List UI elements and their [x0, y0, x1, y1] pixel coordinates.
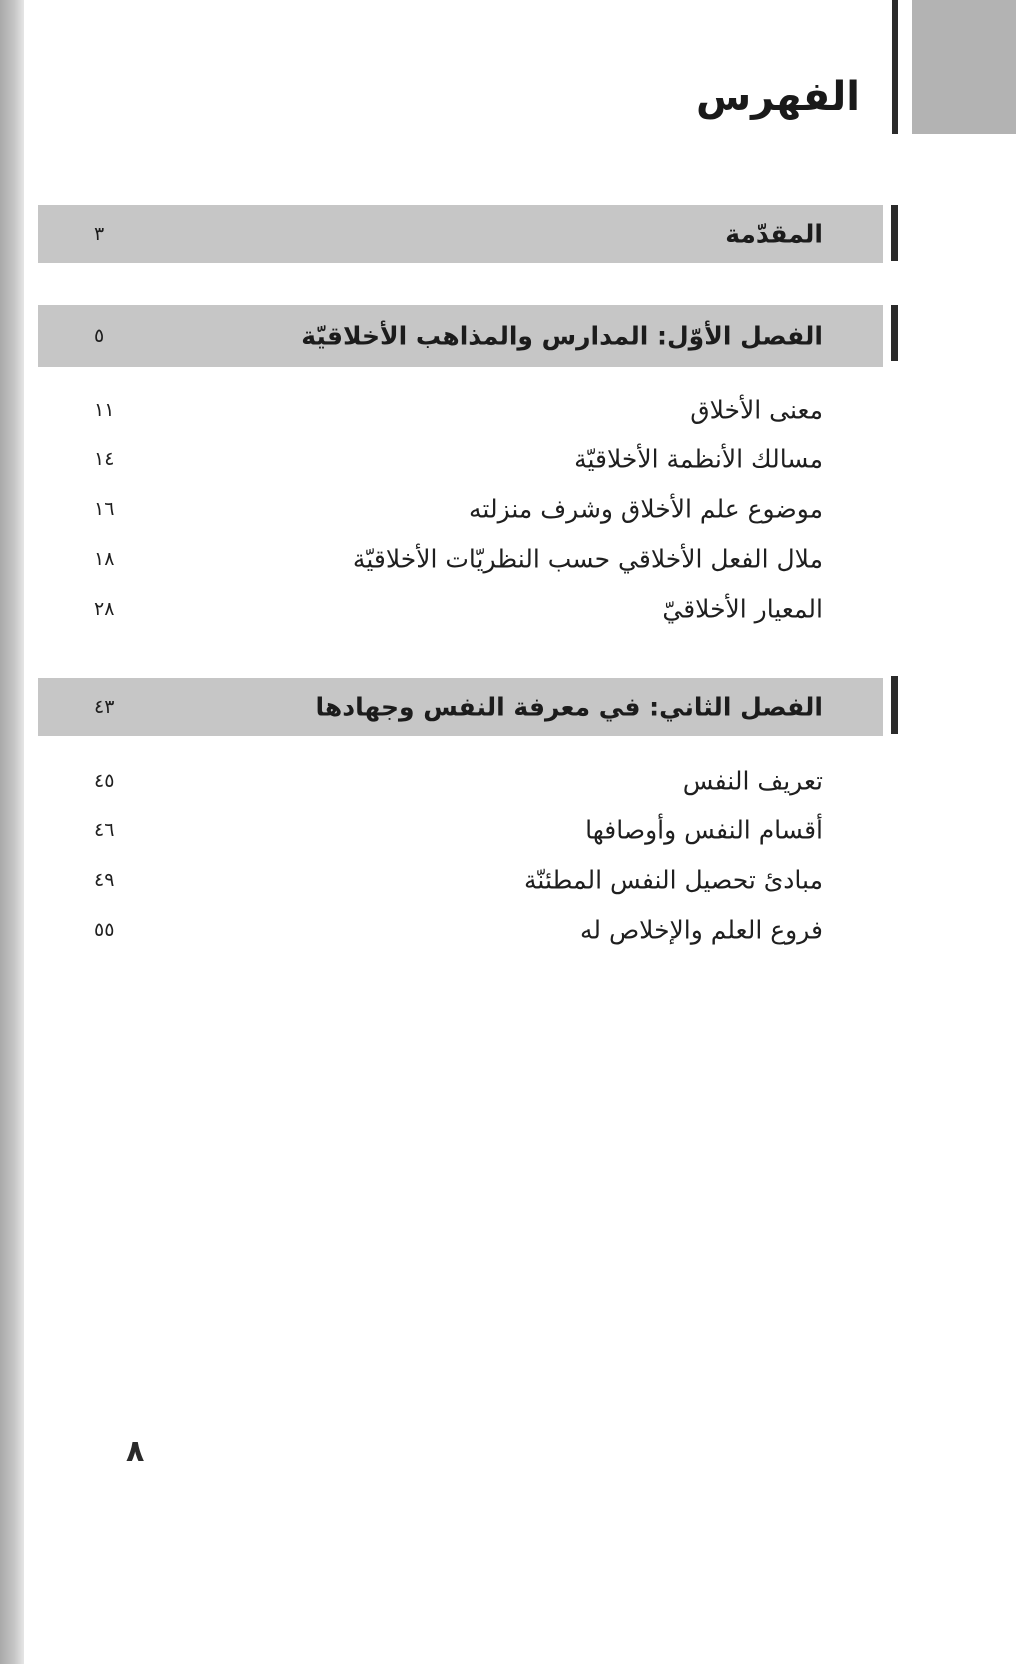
toc-entry-page: ٥٥	[94, 919, 115, 941]
section-title: الفصل الثاني: في معرفة النفس وجهادها	[315, 692, 823, 722]
toc-entry-title: ملال الفعل الأخلاقي حسب النظريّات الأخلاقيّة	[352, 544, 823, 574]
toc-entry-page: ٤٩	[94, 869, 115, 891]
toc-entry-page: ١٦	[94, 498, 115, 520]
section-marker	[891, 676, 898, 734]
toc-entry-page: ١١	[94, 399, 115, 421]
section-marker	[891, 305, 898, 361]
toc-entry[interactable]	[38, 585, 883, 633]
section-header-chapter-1[interactable]	[38, 305, 883, 367]
section-marker	[891, 205, 898, 261]
toc-entry-page: ٤٥	[94, 770, 115, 792]
toc-entry-title: أقسام النفس وأوصافها	[585, 815, 823, 845]
toc-entry[interactable]	[38, 906, 883, 954]
toc-entry[interactable]	[38, 435, 883, 483]
toc-entry-title: مسالك الأنظمة الأخلاقيّة	[574, 444, 823, 474]
toc-entry-title: تعريف النفس	[682, 766, 823, 796]
section-page-number: ٣	[94, 223, 105, 245]
section-page-number: ٥	[94, 325, 105, 347]
toc-entry-title: موضوع علم الأخلاق وشرف منزلته	[469, 494, 823, 524]
section-title: المقدّمة	[725, 219, 823, 249]
left-page-edge	[0, 0, 24, 1664]
section-page-number: ٤٣	[94, 696, 115, 718]
toc-entry-page: ١٨	[94, 548, 115, 570]
toc-entry-page: ١٤	[94, 448, 115, 470]
toc-entry[interactable]	[38, 856, 883, 904]
section-header-introduction[interactable]	[38, 205, 883, 263]
page-folio-number: ٨	[126, 1434, 145, 1469]
toc-entry-title: معنى الأخلاق	[690, 395, 823, 425]
toc-entry-title: المعيار الأخلاقيّ	[662, 594, 823, 624]
toc-entry-page: ٢٨	[94, 598, 115, 620]
toc-entry[interactable]	[38, 535, 883, 583]
toc-entry[interactable]	[38, 386, 883, 434]
title-vertical-rule	[892, 0, 898, 134]
toc-entry-page: ٤٦	[94, 819, 115, 841]
toc-entry[interactable]	[38, 485, 883, 533]
chapter-tab	[912, 0, 1016, 134]
section-title: الفصل الأوّل: المدارس والمذاهب الأخلاقيّة	[301, 321, 823, 351]
toc-entry-title: مبادئ تحصيل النفس المطئنّة	[524, 865, 823, 895]
toc-entry[interactable]	[38, 757, 883, 805]
toc-entry-title: فروع العلم والإخلاص له	[579, 915, 823, 945]
section-header-chapter-2[interactable]	[38, 678, 883, 736]
page-title: الفهرس	[695, 74, 860, 120]
toc-entry[interactable]	[38, 806, 883, 854]
